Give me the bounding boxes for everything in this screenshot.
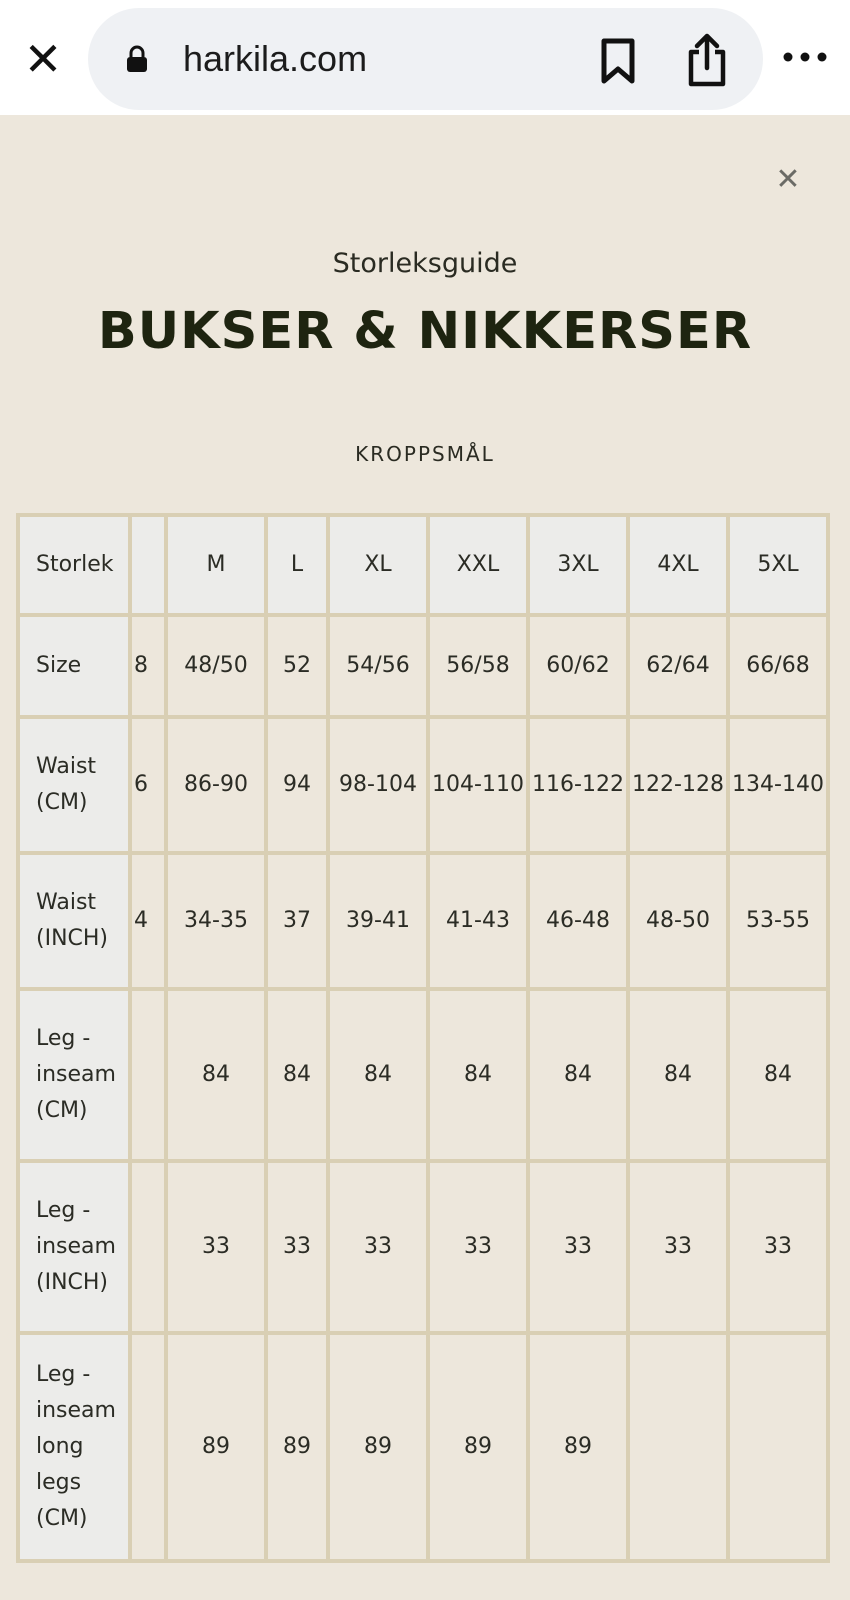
table-cell: 46-48: [528, 853, 628, 989]
table-cell: 33: [728, 1161, 828, 1333]
table-cell: 6: [130, 717, 166, 853]
table-cell: 33: [266, 1161, 328, 1333]
table-cell: 33: [628, 1161, 728, 1333]
table-row: [18, 1333, 828, 1561]
table-cell: 33: [428, 1161, 528, 1333]
table-cell: 84: [628, 989, 728, 1161]
table-cell: 62/64: [628, 615, 728, 717]
table-cell: 89: [328, 1333, 428, 1561]
table-cell: [130, 989, 166, 1161]
table-row: [18, 615, 828, 717]
table-cell: 33: [166, 1161, 266, 1333]
address-bar[interactable]: [88, 8, 763, 110]
table-cell: 33: [528, 1161, 628, 1333]
row-label-cell: Leg - inseam (INCH): [18, 1161, 130, 1333]
table-cell: 8: [130, 615, 166, 717]
table-header-row: [18, 515, 828, 615]
table-cell: 66/68: [728, 615, 828, 717]
table-row: [18, 1161, 828, 1333]
table-cell: 89: [166, 1333, 266, 1561]
row-label-cell: Leg - inseam long legs (CM): [18, 1333, 130, 1561]
modal-close-icon[interactable]: ✕: [775, 162, 801, 197]
browser-toolbar: [0, 0, 850, 115]
table-cell: 84: [428, 989, 528, 1161]
share-icon[interactable]: [685, 32, 729, 88]
size-header-cell: XXL: [428, 515, 528, 615]
size-header-cell: L: [266, 515, 328, 615]
size-header-cell: [130, 515, 166, 615]
table-row: [18, 989, 828, 1161]
table-cell: 122-128: [628, 717, 728, 853]
table-cell: 104-110: [428, 717, 528, 853]
bookmark-icon[interactable]: [598, 38, 638, 84]
table-cell: 84: [728, 989, 828, 1161]
table-row: [18, 853, 828, 989]
table-cell: 53-55: [728, 853, 828, 989]
table-cell: 54/56: [328, 615, 428, 717]
table-cell: 86-90: [166, 717, 266, 853]
size-header-cell: M: [166, 515, 266, 615]
table-cell: 52: [266, 615, 328, 717]
table-cell: 56/58: [428, 615, 528, 717]
close-icon[interactable]: ✕: [23, 32, 63, 86]
lock-icon: [126, 45, 148, 73]
table-cell: 84: [266, 989, 328, 1161]
page-bottom-edge: [0, 1580, 850, 1600]
size-header-cell: 5XL: [728, 515, 828, 615]
size-table: [16, 513, 830, 1563]
modal-title: BUKSER & NIKKERSER: [97, 302, 753, 361]
row-label-cell: Size: [18, 615, 130, 717]
table-row: [18, 717, 828, 853]
table-cell: 48/50: [166, 615, 266, 717]
section-heading: KROPPSMÅL: [355, 442, 495, 466]
table-cell: [628, 1333, 728, 1561]
table-cell: 89: [428, 1333, 528, 1561]
table-cell: 41-43: [428, 853, 528, 989]
table-cell: 33: [328, 1161, 428, 1333]
url-text: harkila.com: [183, 38, 368, 79]
table-cell: [728, 1333, 828, 1561]
table-cell: 60/62: [528, 615, 628, 717]
row-label-cell: Storlek: [18, 515, 130, 615]
size-header-cell: 4XL: [628, 515, 728, 615]
row-label-cell: Waist (INCH): [18, 853, 130, 989]
table-cell: 89: [266, 1333, 328, 1561]
table-cell: 134-140: [728, 717, 828, 853]
table-cell: 37: [266, 853, 328, 989]
table-cell: 84: [328, 989, 428, 1161]
table-cell: 116-122: [528, 717, 628, 853]
modal-subtitle: Storleksguide: [332, 248, 518, 279]
row-label-cell: Leg - inseam (CM): [18, 989, 130, 1161]
size-header-cell: 3XL: [528, 515, 628, 615]
table-cell: [130, 1333, 166, 1561]
row-label-cell: Waist (CM): [18, 717, 130, 853]
table-cell: 4: [130, 853, 166, 989]
table-cell: 39-41: [328, 853, 428, 989]
size-header-cell: XL: [328, 515, 428, 615]
table-cell: [130, 1161, 166, 1333]
table-cell: 84: [166, 989, 266, 1161]
more-icon[interactable]: [780, 42, 830, 72]
table-cell: 94: [266, 717, 328, 853]
table-cell: 84: [528, 989, 628, 1161]
table-cell: 48-50: [628, 853, 728, 989]
table-cell: 89: [528, 1333, 628, 1561]
table-cell: 34-35: [166, 853, 266, 989]
table-cell: 98-104: [328, 717, 428, 853]
